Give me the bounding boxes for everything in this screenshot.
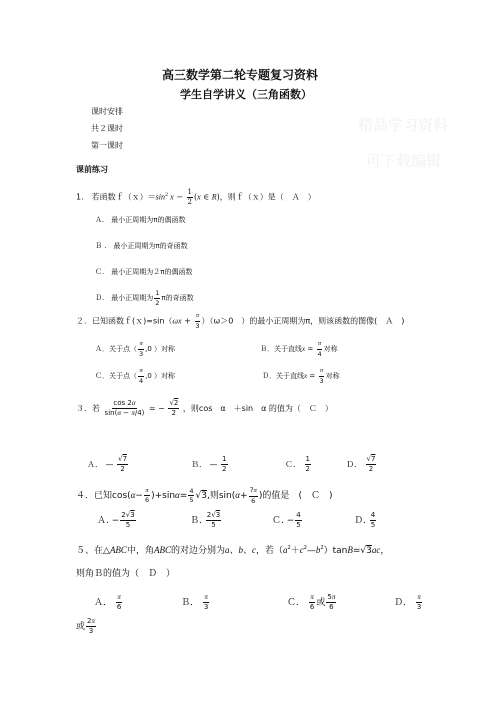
page-subtitle: 学生自学讲义（三角函数） (180, 88, 312, 101)
q5-stem-line1: ５、在△ABC中，角ABC的对边分别为a、b、c，若$(a^2+c^2—b^2)\tan B=√$ 3ac， (76, 546, 389, 556)
q1-option-a: Ａ. 最小正周期为π的偶函数 (95, 216, 186, 224)
q2-option-c: Ｃ．关于点（ $\frac{\pi}{4}$ ,0 ）对称 (95, 367, 176, 385)
watermark-top: 精品学习资料 (358, 116, 449, 134)
watermark-bottom: 可下载编辑 (366, 152, 442, 170)
q1-option-b: Ｂ . 最小正周期为π的奇函数 (95, 242, 188, 250)
q5-stem-line2: 则角Ｂ的值为（ Ｄ ） (76, 569, 176, 579)
q3-option-a: Ａ． — √ $\frac{7}{2}$ (87, 456, 129, 473)
q4-option-c: Ｃ. − $\frac{4}{5}$ (272, 511, 301, 529)
q4-option-d: Ｄ. $\frac{4}{5}$ (354, 511, 376, 529)
q3-option-b: Ｂ． — $\frac{1}{2}$ (191, 455, 227, 473)
q4-option-b: Ｂ. $\frac{2√ 3}{5}$ (190, 512, 222, 529)
q2-option-d: Ｄ．关于直线x = $\frac{\pi}{3}$ 对称 (262, 367, 340, 385)
q2-option-a: Ａ．关于点（ $\frac{\pi}{3}$ ,0 ）对称 (95, 340, 176, 358)
q2-stem: ２．已知函数ｆ(ｘ)=sin（ωx + $\frac{\pi}{3}$ ）（ω＞0 ）的最小正周期为π，则该函数的图像( Ａ ) (76, 312, 405, 330)
schedule-first: 第一课时 (91, 141, 123, 150)
page-title: 高三数学第二轮专题复习资料 (162, 68, 319, 82)
q3-option-d: Ｄ． √ $\frac{7}{2}$ (346, 456, 377, 473)
q3-stem: ３．若 $\frac{\cos 2\alpha}{\sin(\alpha - \pi/4)}$ = − √ $\frac{2}{2}$ ，则cos α ＋sin α 的值为（ Ｃ ） (76, 400, 333, 417)
q5-option-c: Ｃ． $\frac{\pi}{6}$ 或 $\frac{5\pi}{6}$ (287, 593, 336, 611)
schedule-heading: 课时安排 (91, 107, 123, 116)
pre-exercise-heading: 课前练习 (76, 165, 108, 174)
q5-option-d-continued: 或 $\frac{2\pi}{3}$ (76, 617, 95, 635)
q1-option-c: Ｃ. 最小正周期为２π的偶函数 (95, 268, 193, 276)
q1-option-d: Ｄ. 最小正周期为 $\frac{1}{2}$ π的奇函数 (95, 289, 194, 307)
q5-option-d: Ｄ． $\frac{\pi}{3}$ (394, 593, 422, 611)
q5-option-b: Ｂ． $\frac{\pi}{3}$ (181, 593, 209, 611)
q2-option-b: Ｂ．关于直线x = $\frac{\pi}{4}$ 对称 (260, 340, 338, 358)
q4-stem: ４．已知cos(α− $\frac{\pi}{6}$ )+sinα= $\frac{4}{5}$ √ 3,则sin(α+ $\frac{7\pi}{6}$ )的值是 ( Ｃ ) (76, 487, 332, 504)
schedule-total: 共２课时 (91, 124, 123, 133)
q4-option-a: Ａ. − $\frac{2√ 3}{5}$ (97, 512, 137, 529)
q1-stem: 1. 若函数$f(x)=\sin^2$ x − $\frac{1}{2}$ (x ∈ R)，则ｆ（ｘ）是（ Ａ ） (76, 188, 316, 206)
q5-option-a: Ａ． $\frac{\pi}{6}$ (94, 593, 122, 611)
q3-option-c: Ｃ． $\frac{1}{2}$ (285, 455, 311, 473)
